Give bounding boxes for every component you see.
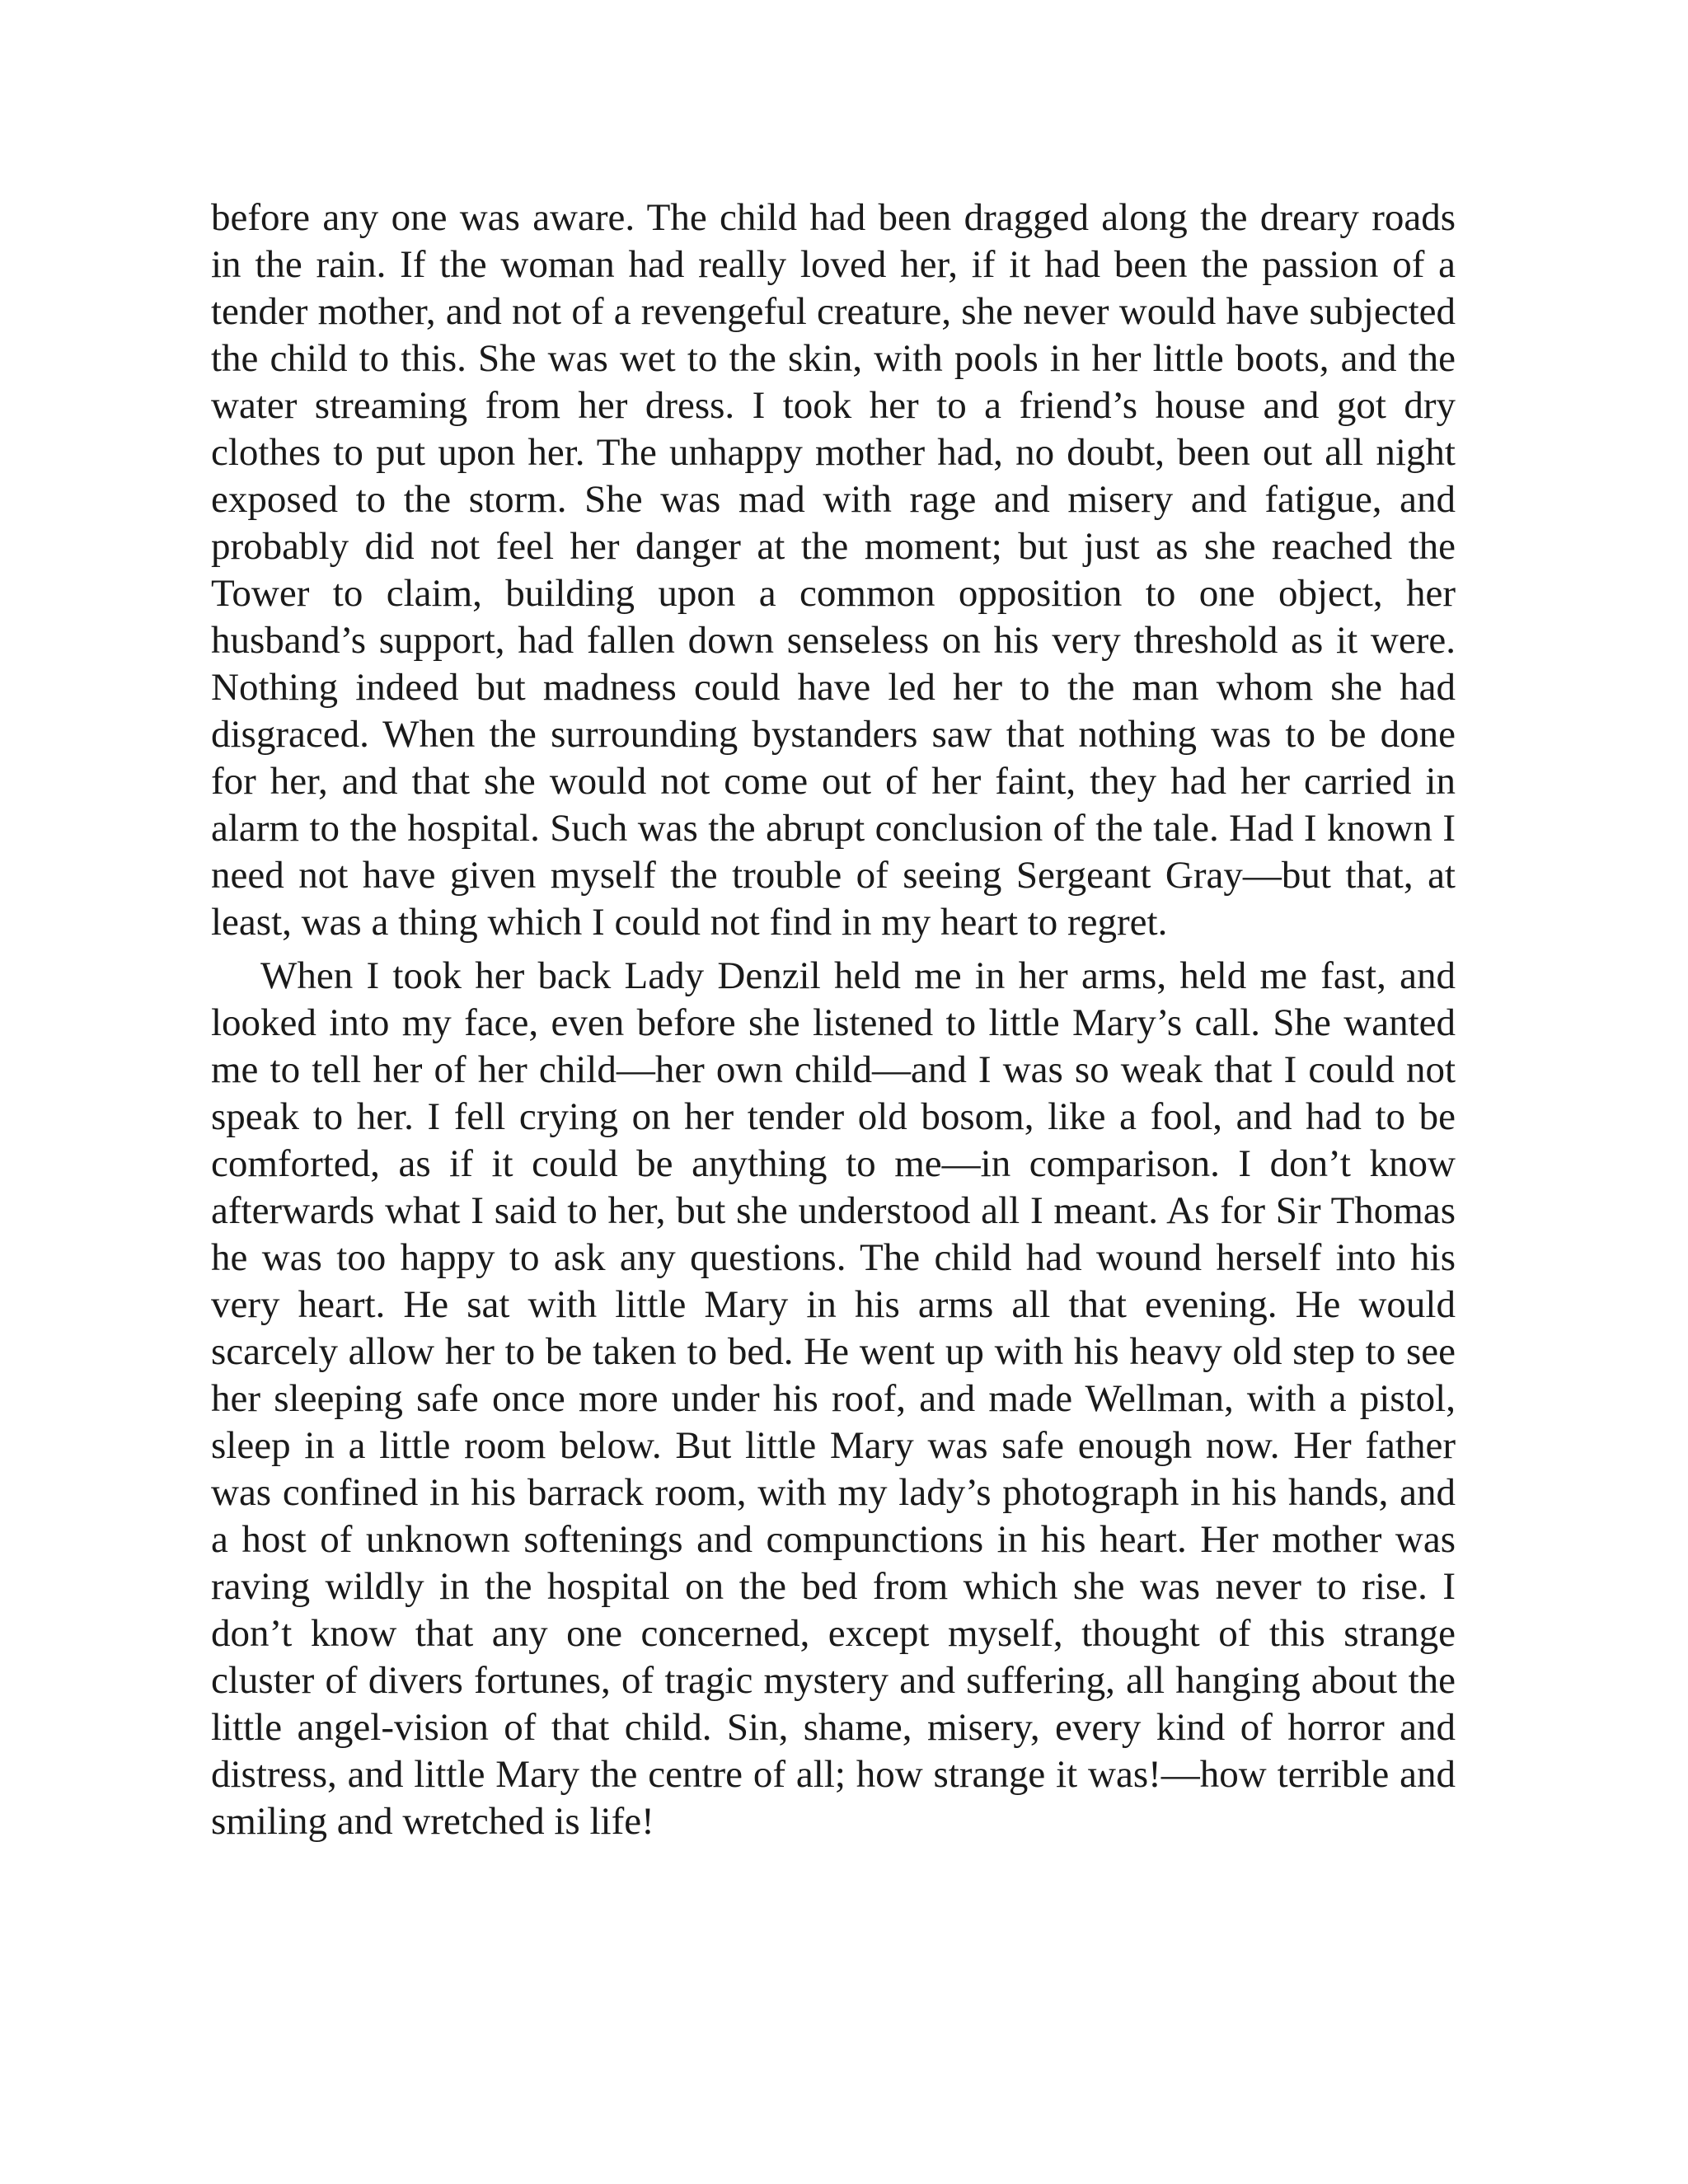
paragraph: When I took her back Lady Denzil held me in her arms, held me fast, and looked into my face, even before she listened to little Mary’s call. She wanted me to tell her of her child—her own child—and I was so weak that I could not speak to her. I fell crying on her tender old bosom, like a fool, and had to be comforted, as if it could be anything to me—in comparison. I don’t know afterwards what I said to her, but she understood all I meant. As for Sir Thomas he was too happy to ask any questions. The child had wound herself into his very heart. He sat with little Mary in his arms all that evening. He would scarcely allow her to be taken to bed. He went up with his heavy old step to see her sleeping safe once more under his roof, and made Wellman, with a pistol, sleep in a little room below. But little Mary was safe enough now. Her father was confined in his barrack room, with my lady’s photograph in his hands, and a host of unknown softenings and compunctions in his heart. Her mother was raving wildly in the hospital on the bed from which she was never to rise. I don’t know that any one concerned, except myself, thought of this strange cluster of divers fortunes, of tragic mystery and suffering, all hanging about the little angel-vision of that child. Sin, shame, misery, every kind of horror and distress, and little Mary the centre of all; how strange it was!—how terrible and smiling and wretched is life!	[211, 954, 1456, 1843]
paragraph-continued: before any one was aware. The child had been dragged along the dreary roads in the rain. If the woman had really loved her, if it had been the passion of a tender mother, and not of a revengeful creature, she never would have subjected the child to this. She was wet to the skin, with pools in her little boots, and the water streaming from her dress. I took her to a friend’s house and got dry clothes to put upon her. The unhappy mother had, no doubt, been out all night exposed to the storm. She was mad with rage and misery and fatigue, and probably did not feel her danger at the moment; but just as she reached the Tower to claim, building upon a common opposition to one object, her husband’s support, had fallen down senseless on his very threshold as it were. Nothing indeed but madness could have led her to the man whom she had disgraced. When the surrounding bystanders saw that nothing was to be done for her, and that she would not come out of her faint, they had her carried in alarm to the hospital. Such was the abrupt conclusion of the tale. Had I known I need not have given myself the trouble of seeing Sergeant Gray—but that, at least, was a thing which I could not find in my heart to regret.	[211, 196, 1456, 944]
body-text	[211, 194, 1456, 1845]
